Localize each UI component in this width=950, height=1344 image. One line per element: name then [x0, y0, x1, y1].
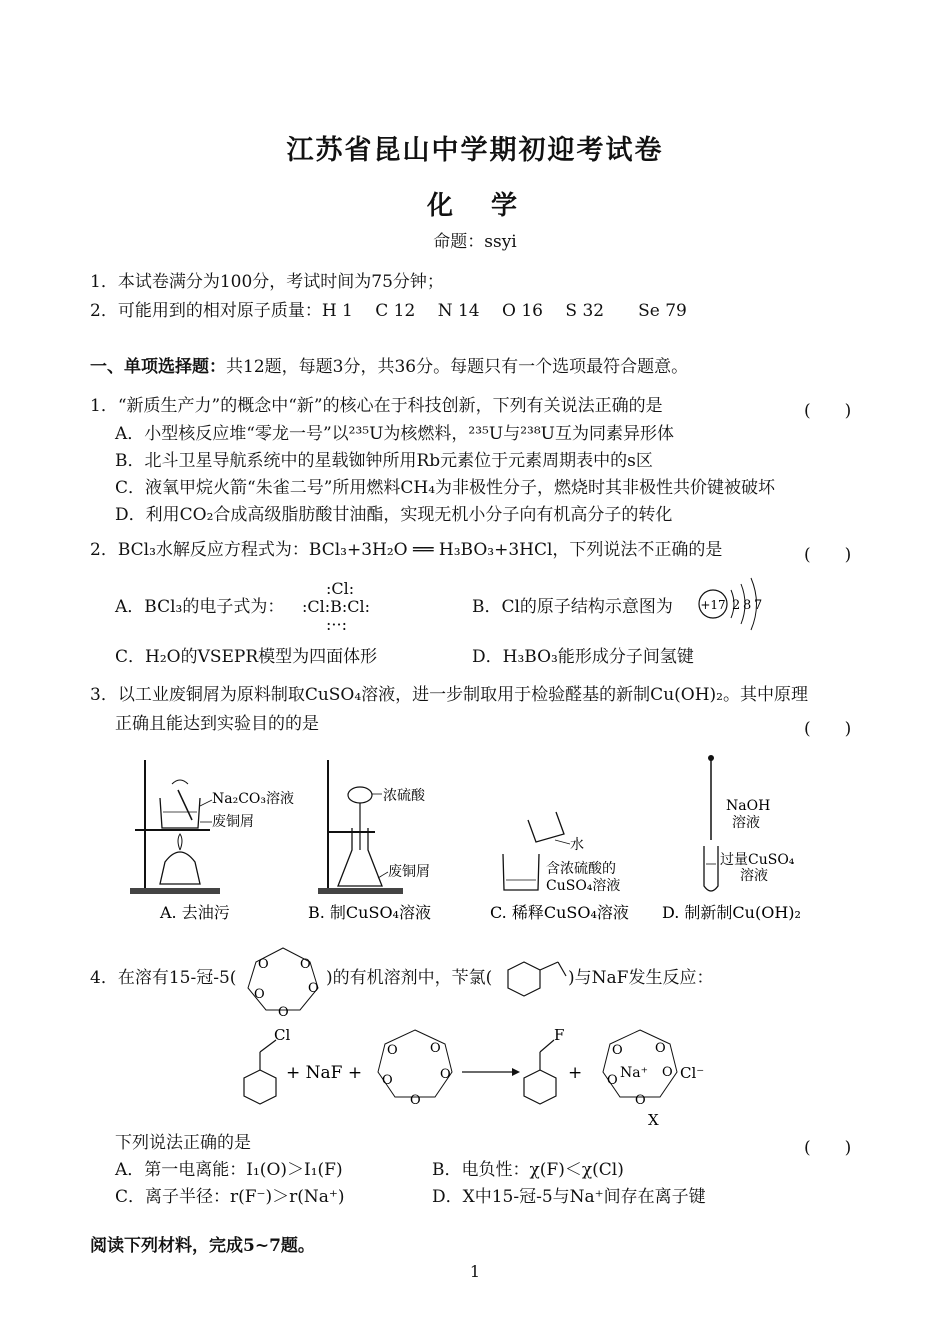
cl-atom-diagram [695, 568, 775, 638]
na-ion-label: Na⁺ [620, 1065, 648, 1081]
figure-c [503, 812, 620, 894]
crown-o-4: O [254, 987, 265, 1002]
pointer-c1 [555, 840, 570, 844]
funnel-b [348, 787, 372, 803]
section-desc: 共12题，每题3分，共36分。每题只有一个选项最符合题意。 [226, 357, 689, 377]
q3-stem-line2: 正确且能达到实验目的的是 [115, 714, 319, 734]
stand-base-b [318, 888, 403, 894]
benzene-ring-inline [508, 962, 540, 996]
q4-stem-c: )与NaF发生反应： [568, 968, 714, 988]
beaker-c-top [528, 812, 564, 842]
pc-o-5: O [635, 1093, 646, 1108]
rc-o-2: O [430, 1041, 441, 1056]
pc-o-1: O [612, 1043, 623, 1058]
crown-o-1: O [258, 957, 269, 972]
pc-o-2: O [655, 1041, 666, 1056]
q4-subquestion: 下列说法正确的是 [115, 1133, 251, 1153]
note-1: 1．本试卷满分为100分，考试时间为75分钟； [90, 272, 444, 292]
fig-c-label3: CuSO₄溶液 [546, 878, 621, 894]
rc-o-3: O [440, 1067, 451, 1082]
crown-o-3: O [308, 981, 319, 996]
bcl3-lewis-structure [302, 580, 370, 634]
page-title: 江苏省昆山中学期初迎考试卷 [286, 135, 664, 166]
q3-text-1: 以工业废铜屑为原料制取CuSO₄溶液，进一步制取用于检验醛基的新制Cu(OH)₂。其中原理 [117, 685, 808, 705]
reaction-arrow-head [512, 1068, 520, 1076]
glass-rod-a [178, 790, 192, 820]
page-number: 1 [469, 1262, 481, 1281]
fig-c-label2: 含浓硫酸的 [546, 861, 616, 877]
q4-stem-b: )的有机溶剂中，苄氯( [326, 968, 493, 988]
fig-c-label1: 水 [570, 837, 584, 853]
q4-stem-a [90, 968, 236, 988]
fig-d-label1: NaOH [726, 798, 771, 814]
pointer-b2 [378, 872, 388, 878]
crown-o-2: O [300, 957, 311, 972]
q2-stem [90, 540, 722, 560]
product-f-label: F [554, 1026, 565, 1044]
q3-answer-blank[interactable]: ( ) [804, 719, 852, 739]
nucleus-charge: +17 [700, 598, 726, 612]
q1-option-b: B．北斗卫星导航系统中的星载铷钟所用Rb元素位于元素周期表中的s区 [115, 451, 653, 471]
cl-ion-label: Cl⁻ [680, 1064, 705, 1082]
q4-option-c: C．离子半径：r(F⁻)＞r(Na⁺) [115, 1187, 345, 1207]
q2-option-a: A．BCl₃的电子式为： [115, 597, 285, 617]
rc-o-1: O [387, 1043, 398, 1058]
q1-option-c: C．液氧甲烷火箭“朱雀二号”所用燃料CH₄为非极性分子，燃烧时其非极性共价键被破坏 [115, 478, 776, 498]
figure-d [704, 755, 795, 891]
section-heading [90, 357, 688, 377]
shell-2-count: 8 [743, 598, 752, 613]
q4-option-b: B．电负性：χ(F)＜χ(Cl) [432, 1160, 624, 1180]
flame-a [178, 834, 182, 850]
subject-title: 化 学 [426, 191, 523, 221]
caption-a: A. 去油污 [160, 903, 230, 922]
stand-base-a [130, 888, 220, 894]
q1-option-d: D．利用CO₂合成高级脂肪酸甘油酯，实现无机小分子向有机高分子的转化 [115, 505, 673, 525]
q4-answer-blank[interactable]: ( ) [804, 1138, 852, 1158]
q2-option-d: D．H₃BO₃能形成分子间氢键 [472, 647, 694, 667]
lewis-top: :Cl: [326, 579, 355, 598]
fig-d-label3: 过量CuSO₄ [720, 852, 795, 868]
q4-number: 4． [90, 968, 118, 988]
lewis-mid: :Cl:B:Cl: [302, 597, 371, 616]
fig-d-label4: 溶液 [740, 868, 768, 884]
q2-option-b: B．Cl的原子结构示意图为 [472, 597, 673, 617]
caption-d: D. 制新制Cu(OH)₂ [662, 903, 801, 922]
crown-ether-inline [238, 940, 328, 1020]
fig-b-label1: 浓硫酸 [383, 788, 425, 804]
q4-text-a: 在溶有15-冠-5( [117, 968, 237, 988]
q2-text: BCl₃水解反应方程式为：BCl₃+3H₂O ══ H₃BO₃+3HCl，下列说法不正确的是 [117, 540, 723, 560]
q4-option-a: A．第一电离能：I₁(O)＞I₁(F) [115, 1160, 343, 1180]
reactant-benzene-ring [244, 1070, 276, 1104]
author-line: 命题：ssyi [433, 232, 517, 252]
q1-option-a: A．小型核反应堆“零龙一号”以²³⁵U为核燃料，²³⁵U与²³⁸U互为同素异形体 [115, 424, 674, 444]
eq-plus-2: + [568, 1063, 583, 1083]
product-benzene-ring [524, 1070, 556, 1104]
product-c-f-bond [540, 1040, 554, 1052]
q4-option-d: D．X中15-冠-5与Na⁺间存在离子键 [432, 1187, 706, 1207]
fig-b-label2: 废铜屑 [388, 864, 430, 880]
section-label: 一、单项选择题： [90, 357, 226, 377]
figure-a [130, 760, 294, 894]
pc-o-4: O [607, 1073, 618, 1088]
burner-a [160, 852, 200, 884]
dropper-bulb-d [708, 755, 714, 761]
test-tube-d [704, 846, 718, 891]
q3-number: 3． [90, 685, 118, 705]
q1-number: 1． [90, 396, 118, 416]
note-2: 2．可能用到的相对原子质量：H 1 C 12 N 14 O 16 S 32 Se 79 [90, 301, 687, 321]
q1-text: “新质生产力”的概念中“新”的核心在于科技创新，下列有关说法正确的是 [117, 396, 663, 416]
beaker-c-bottom [503, 854, 539, 890]
q2-answer-blank[interactable]: ( ) [804, 545, 852, 565]
q2-number: 2． [90, 540, 118, 560]
complex-x-label: X [648, 1111, 659, 1129]
lewis-bottom: :··: [326, 615, 347, 634]
ch2-bond-inline [540, 962, 558, 970]
reading-instruction: 阅读下列材料，完成5~7题。 [90, 1236, 315, 1256]
shell-1-count: 2 [732, 598, 741, 613]
q3-stem-line1 [90, 685, 808, 705]
fig-a-label1: Na₂CO₃溶液 [212, 791, 295, 807]
fig-a-label2: 废铜屑 [212, 814, 254, 830]
rc-o-5: O [410, 1093, 421, 1108]
stir-arrow-a [172, 780, 188, 784]
eq-plus-naf: + NaF + [286, 1063, 363, 1083]
caption-b: B. 制CuSO₄溶液 [308, 903, 431, 922]
beaker-a [160, 798, 200, 828]
q3-apparatus-figures [100, 750, 860, 925]
shell-3-count: 7 [754, 598, 763, 613]
pc-o-3: O [662, 1065, 673, 1080]
q4-reaction-equation [230, 1022, 750, 1132]
figure-b [318, 760, 430, 894]
q2-option-c: C．H₂O的VSEPR模型为四面体形 [115, 647, 378, 667]
pointer-a1 [200, 800, 212, 806]
fig-d-label2: 溶液 [732, 815, 760, 831]
caption-c: C. 稀释CuSO₄溶液 [490, 903, 629, 922]
q1-answer-blank[interactable]: ( ) [804, 401, 852, 421]
q1-stem [90, 396, 663, 416]
rc-o-4: O [382, 1073, 393, 1088]
c-cl-bond-inline [558, 962, 566, 976]
reactant-cl-label: Cl [274, 1026, 291, 1044]
crown-o-5: O [278, 1005, 289, 1020]
